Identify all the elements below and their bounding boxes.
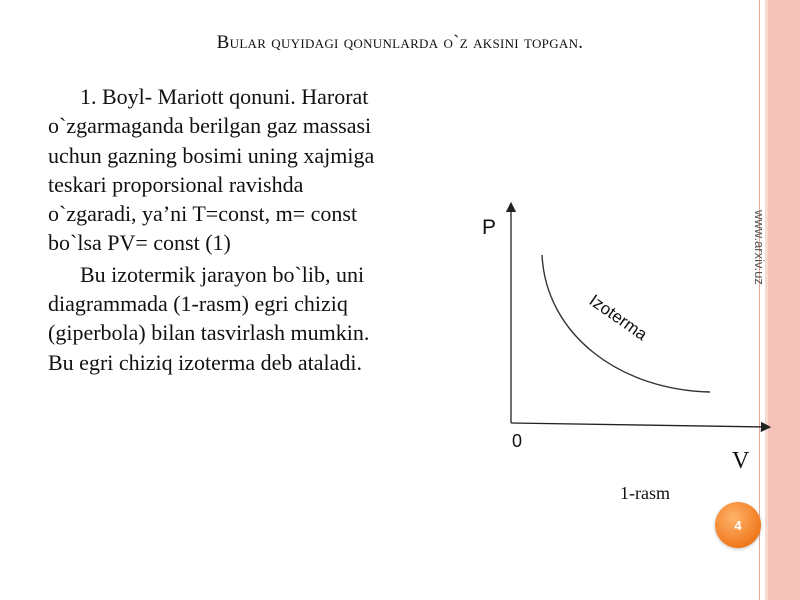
- y-axis-label: P: [482, 216, 497, 239]
- isotherm-label: Izoterma: [585, 290, 651, 345]
- body-text: [48, 82, 378, 377]
- x-axis: [511, 423, 766, 427]
- page-number: 4: [734, 517, 742, 533]
- x-axis-label: V: [732, 448, 750, 474]
- origin-label: 0: [512, 431, 523, 451]
- figure-caption: 1-rasm: [620, 483, 670, 503]
- paragraph-boyle-mariotte: 1. Boyl- Mariott qonuni. Harorat o`zgarmaganda berilgan gaz massasi uchun gazning bosimi uning xajmiga teskari proporsional ravishda o`zgaradi, ya’ni T=const, m= const bo`lsa PV= const (1): [48, 84, 375, 256]
- isotherm-diagram: [470, 195, 780, 480]
- slide-title: Bular quyidagi qonunlarda o`z aksini topgan.: [216, 32, 584, 53]
- watermark-text: www.arxiv.uz: [752, 210, 767, 285]
- paragraph-isotherm: Bu izotermik jarayon bo`lib, uni diagrammada (1-rasm) egri chiziq (giperbola) bilan tasvirlash mumkin. Bu egri chiziq izoterma deb ataladi.: [48, 261, 370, 375]
- page-number-badge: [715, 502, 761, 548]
